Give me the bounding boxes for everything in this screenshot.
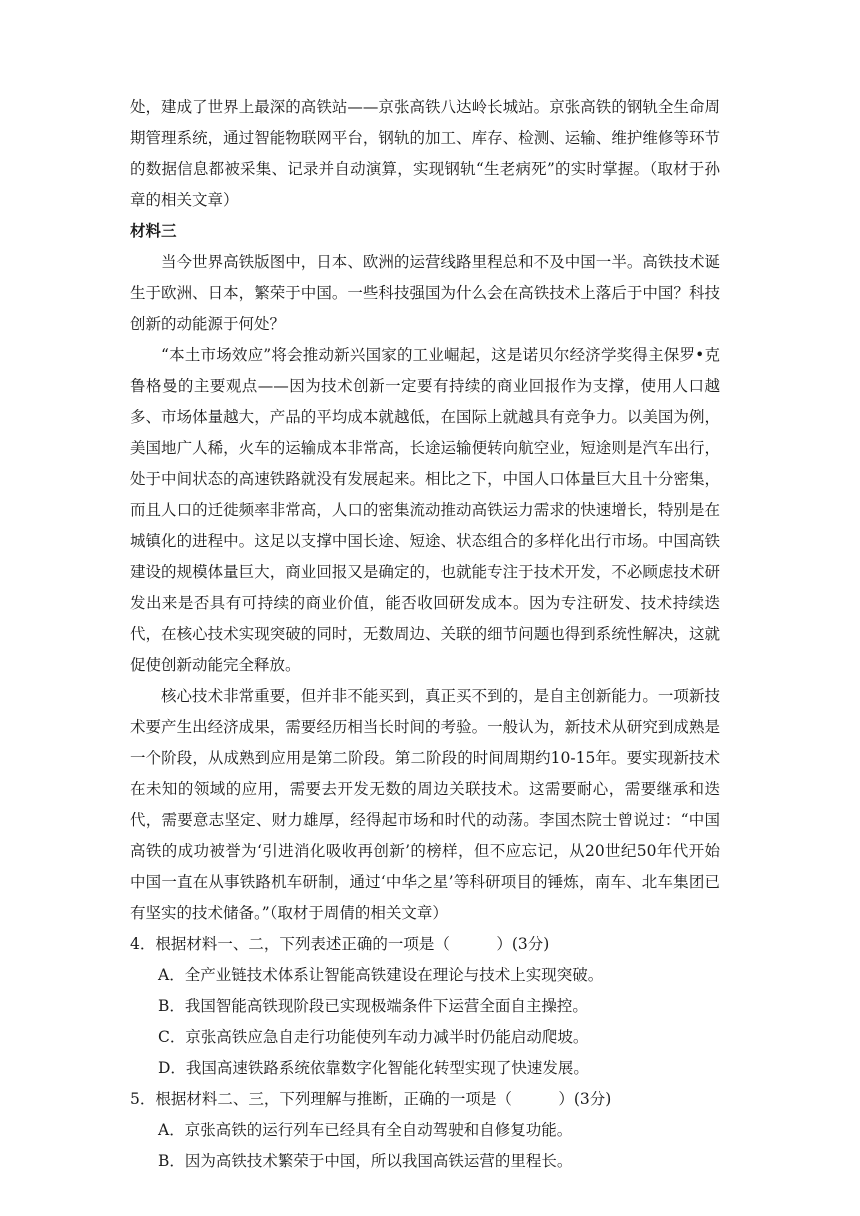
question-5-option-a: A．京张高铁的运行列车已经具有全自动驾驶和自修复功能。 bbox=[158, 1121, 573, 1139]
material3-heading: 材料三 bbox=[130, 222, 177, 240]
question-4-option-c: C．京张高铁应急自走行功能使列车动力减半时仍能启动爬坡。 bbox=[158, 1028, 589, 1046]
continuation-paragraph: 处，建成了世界上最深的高铁站——京张高铁八达岭长城站。京张高铁的钢轨全生命周期管理系统，通过智能物联网平台，钢轨的加工、库存、检测、运输、维护维修等环节的数据信息都被采集、记录并自动演算，实现钢轨“生老病死”的实时掌握。（取材于孙章的相关文章） bbox=[130, 98, 720, 209]
question-4 bbox=[130, 929, 720, 1084]
question-4-stem: 4．根据材料一、二，下列表述正确的一项是（ ）(3分) bbox=[130, 935, 550, 953]
question-5-option-b: B．因为高铁技术繁荣于中国，所以我国高铁运营的里程长。 bbox=[158, 1152, 573, 1170]
question-4-option-d: D．我国高速铁路系统依靠数字化智能化转型实现了快速发展。 bbox=[158, 1059, 589, 1077]
material3-paragraph-3: 核心技术非常重要，但并非不能买到，真正买不到的，是自主创新能力。一项新技术要产生出经济成果，需要经历相当长时间的考验。一般认为，新技术从研究到成熟是一个阶段，从成熟到应用是第二阶段。第二阶段的时间周期约10-15年。要实现新技术在未知的领域的应用，需要去开发无数的周边关联技术。这需要耐心，需要继承和迭代，需要意志坚定、财力雄厚，经得起市场和时代的动荡。李国杰院士曾说过：“中国高铁的成功被誉为‘引进消化吸收再创新’的榜样，但不应忘记，从20世纪50年代开始中国一直在从事铁路机车研制，通过‘中华之星’等科研项目的锤炼，南车、北车集团已有坚实的技术储备。”（取材于周倩的相关文章） bbox=[130, 687, 720, 922]
question-4-option-b: B．我国智能高铁现阶段已实现极端条件下运营全面自主操控。 bbox=[158, 997, 588, 1015]
material3-paragraph-2: “本土市场效应”将会推动新兴国家的工业崛起，这是诺贝尔经济学奖得主保罗•克鲁格曼的主要观点——因为技术创新一定要有持续的商业回报作为支撑，使用人口越多、市场体量越大，产品的平均成本就越低，在国际上就越具有竞争力。以美国为例，美国地广人稀，火车的运输成本非常高，长途运输便转向航空业，短途则是汽车出行，处于中间状态的高速铁路就没有发展起来。相比之下，中国人口体量巨大且十分密集，而且人口的迁徙频率非常高，人口的密集流动推动高铁运力需求的快速增长，特别是在城镇化的进程中。这足以支撑中国长途、短途、状态组合的多样化出行市场。中国高铁建设的规模体量巨大，商业回报又是确定的，也就能专注于技术开发，不必顾虑技术研发出来是否具有可持续的商业价值，能否收回研发成本。因为专注研发、技术持续迭代，在核心技术实现突破的同时，无数周边、关联的细节问题也得到系统性解决，这就促使创新动能完全释放。 bbox=[130, 346, 720, 674]
question-4-option-a: A．全产业链技术体系让智能高铁建设在理论与技术上实现突破。 bbox=[158, 966, 604, 984]
question-5-stem: 5．根据材料二、三，下列理解与推断，正确的一项是（ ）(3分) bbox=[130, 1090, 612, 1108]
document-page bbox=[130, 92, 720, 1177]
question-5 bbox=[130, 1084, 720, 1177]
material3-paragraph-1: 当今世界高铁版图中，日本、欧洲的运营线路里程总和不及中国一半。高铁技术诞生于欧洲、日本，繁荣于中国。一些科技强国为什么会在高铁技术上落后于中国？科技创新的动能源于何处？ bbox=[130, 253, 720, 333]
